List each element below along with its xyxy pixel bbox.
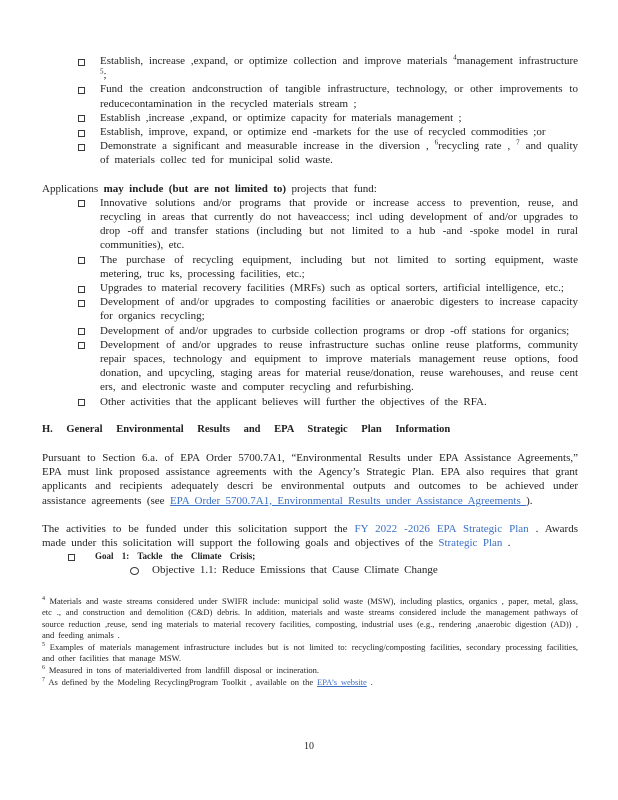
- epa-website-link[interactable]: EPA’s website: [317, 676, 367, 687]
- goal-line: [42, 550, 578, 563]
- list-item-text: Development of and/or upgrades to composting facilities or anaerobic digesters to increase capacity for organics recycling;: [100, 296, 578, 323]
- list-item-text: Establish, improve, expand, or optimize end -markets for the use of recycled commodities ;or: [100, 126, 546, 139]
- objective-line: [42, 563, 578, 577]
- list-item-text: and quality of materials collec ted for municipal solid waste.: [100, 140, 578, 167]
- list-item: [42, 295, 578, 323]
- list-item-text: management infrastructure: [456, 55, 578, 67]
- list-item-text: recycling rate ,: [438, 140, 517, 153]
- activities-paragraph: [42, 522, 578, 550]
- footnote-number: 4: [42, 595, 45, 602]
- list-item-text: Establish, increase ,expand, or optimize collection and improve materials: [100, 55, 454, 67]
- list-item: [42, 139, 578, 167]
- epa-order-link[interactable]: EPA Order 5700.7A1, Environmental Results under Assistance Agreements: [169, 494, 527, 507]
- goal-text: Goal 1: Tackle the Climate Crisis;: [95, 551, 256, 562]
- square-bullet-icon: [78, 399, 85, 406]
- footnote-text: .: [366, 676, 373, 687]
- square-bullet-icon: [78, 200, 85, 207]
- footnote-text: As defined by the Modeling RecyclingProgram Toolkit , available on the: [45, 676, 318, 687]
- square-bullet-icon: [78, 115, 85, 122]
- paragraph-text: Pursuant to Section 6.a. of EPA Order 5700.7A1, “Environmental Results under EPA Assistance Agreements,” EPA must link proposed assistance agreements with the Agency’s Strategic Plan. EPA also requires that grant applicants and recipients adequately descri be environmental outputs and outcomes to be achieved under assistance agreements (see: [42, 452, 578, 507]
- applications-bullet-list: [42, 196, 578, 409]
- footnote-7: [42, 677, 578, 689]
- objective-text: Objective 1.1: Reduce Emissions that Cause Climate Change: [152, 564, 438, 577]
- list-item: [42, 196, 578, 253]
- footnotes-block: [42, 596, 578, 689]
- footnote-number: 6: [42, 665, 45, 672]
- list-item: [42, 338, 578, 395]
- square-bullet-icon: [78, 144, 85, 151]
- paragraph-text: . Awards made under this solicitation will support the following goals and objectives of the: [42, 522, 578, 550]
- square-bullet-icon: [78, 286, 85, 293]
- square-bullet-icon: [78, 59, 85, 66]
- applications-intro-paragraph: [42, 182, 578, 196]
- list-item: [42, 54, 578, 82]
- list-item-text: Demonstrate a significant and measurable increase in the diversion ,: [100, 140, 435, 153]
- fy-strategic-plan-link[interactable]: FY 2022 -2026 EPA Strategic Plan: [354, 522, 529, 535]
- list-item-text: Upgrades to material recovery facilities (MRFs) such as optical sorters, artificial intelligence, etc.;: [100, 282, 564, 295]
- square-bullet-icon: [68, 554, 75, 561]
- list-item-text: Development of and/or upgrades to curbside collection programs or drop -off stations for organics;: [100, 324, 570, 337]
- list-item: [42, 111, 578, 125]
- list-item-text: Establish ,increase ,expand, or optimize capacity for materials management ;: [100, 111, 462, 124]
- square-bullet-icon: [78, 342, 85, 349]
- square-bullet-icon: [78, 328, 85, 335]
- list-item: [42, 253, 578, 281]
- footnote-text: Materials and waste streams considered under SWIFR include: municipal solid waste (MSW), including plastics, organics , paper, metal, glass, etc ., and construction and demolition (C&D) debris. In addition, materials and waste streams considered include the management pathways of source reduction ,reuse, send ing materials to material recovery facilities, composting, industrial uses (e.g., rendering ,anaerobic digestion (AD)) , and feeding animals .: [42, 595, 578, 641]
- footnote-number: 7: [42, 676, 45, 683]
- paragraph-text-bold: may include (but are not limited to): [103, 182, 287, 195]
- square-bullet-icon: [78, 257, 85, 264]
- page-number: 10: [304, 741, 314, 752]
- paragraph-text: .: [502, 537, 511, 550]
- footnote-6: [42, 665, 578, 677]
- list-item: [42, 281, 578, 295]
- footnote-ref: 7: [516, 138, 520, 147]
- footnote-number: 5: [42, 642, 45, 649]
- footnote-ref: 6: [434, 138, 439, 147]
- paragraph-text: ).: [526, 494, 533, 507]
- square-bullet-icon: [78, 87, 85, 94]
- list-item: [42, 324, 578, 338]
- list-item: [42, 82, 578, 110]
- list-item-text: Development of and/or upgrades to reuse infrastructure suchas online reuse platforms, community repair spaces, technology and equipment to improve materials management reuse options, food donation, and upcycling, staging areas for material reuse/donation, reuse warehouses, and reuse cent ers, and electronic waste and computer recycling and refurbishing.: [100, 338, 578, 394]
- paragraph-text: The activities to be funded under this solicitation support the: [42, 522, 355, 535]
- list-item-text: The purchase of recycling equipment, including but not limited to sorting equipment, waste metering, truc ks, processing facilities, etc.;: [100, 253, 578, 280]
- paragraph-text: Applications: [42, 182, 104, 195]
- pursuant-paragraph: [42, 451, 578, 508]
- footnote-ref: 4: [453, 53, 457, 62]
- intro-bullet-list: [42, 54, 578, 168]
- footnote-text: Measured in tons of materialdiverted from landfill disposal or incineration.: [45, 665, 320, 676]
- square-bullet-icon: [78, 130, 85, 137]
- footnote-text: Examples of materials management infrastructure includes but is not limited to: recycling/composting facilities, secondary processing facilities, and other facilities that manage MSW.: [42, 641, 578, 664]
- list-item-text: ;: [103, 69, 107, 82]
- list-item-text: Fund the creation andconstruction of tangible infrastructure, technology, or other improvements to reducecontamination in the recycled materials stream ;: [100, 83, 578, 110]
- list-item: [42, 395, 578, 409]
- circle-bullet-icon: [130, 567, 139, 575]
- footnote-ref: 5: [100, 67, 104, 76]
- section-heading: H. General Environmental Results and EPA Strategic Plan Information: [42, 423, 451, 435]
- list-item-text: Other activities that the applicant believes will further the objectives of the RFA.: [100, 395, 487, 408]
- footnote-4: [42, 596, 578, 642]
- list-item: [42, 125, 578, 139]
- strategic-plan-link[interactable]: Strategic Plan: [438, 537, 503, 550]
- square-bullet-icon: [78, 300, 85, 307]
- footnote-5: [42, 642, 578, 665]
- paragraph-text: projects that fund:: [286, 182, 377, 195]
- list-item-text: Innovative solutions and/or programs that provide or increase access to prevention, reuse, and recycling in areas that currently do not haveaccess; incl uding development of and/or upgrades to drop -off and transfer stations (including but not limited to a hub -and -spoke model in rural communities), etc.: [100, 196, 578, 252]
